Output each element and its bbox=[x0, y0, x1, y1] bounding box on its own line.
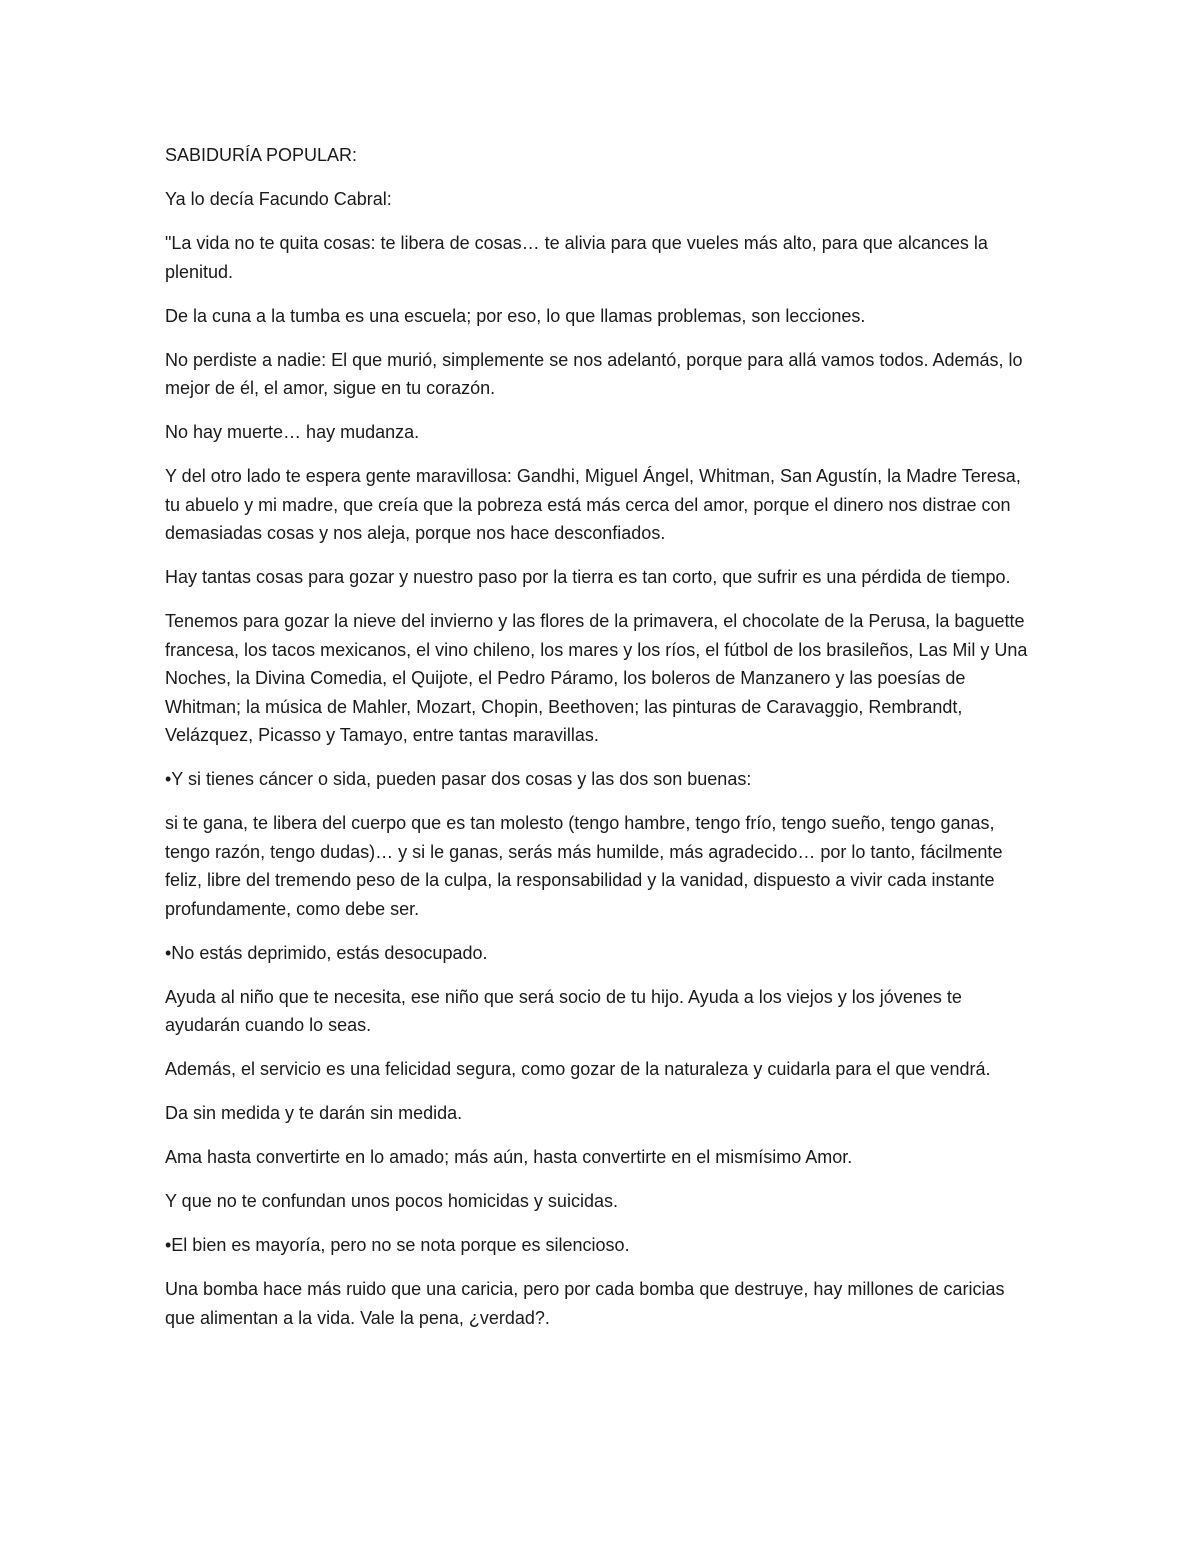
paragraph-10: si te gana, te libera del cuerpo que es tan molesto (tengo hambre, tengo frío, tengo sueño, tengo ganas, tengo razón, tengo dudas)… y si le ganas, serás más humilde, más agradecido… por lo tanto, fácilmente feliz, libre del tremendo peso de la culpa, la responsabilidad y la vanidad, dispuesto a vivir cada instante profundamente, como debe ser. bbox=[165, 813, 1003, 919]
paragraph-15: Ama hasta convertirte en lo amado; más aún, hasta convertirte en el mismísimo Amor. bbox=[165, 1147, 853, 1167]
paragraph-5: No hay muerte… hay mudanza. bbox=[165, 422, 420, 442]
paragraph-11: •No estás deprimido, estás desocupado. bbox=[165, 942, 488, 963]
paragraph-13: Además, el servicio es una felicidad segura, como gozar de la naturaleza y cuidarla para el que vendrá. bbox=[165, 1059, 991, 1079]
paragraph-18: Una bomba hace más ruido que una caricia, pero por cada bomba que destruye, hay millones de caricias que alimentan a la vida. Vale la pena, ¿verdad?. bbox=[165, 1279, 1005, 1328]
paragraph-3: De la cuna a la tumba es una escuela; por eso, lo que llamas problemas, son lecciones. bbox=[165, 305, 866, 326]
document-title: SABIDURÍA POPULAR: bbox=[165, 145, 358, 165]
paragraph-8: Tenemos para gozar la nieve del invierno y las flores de la primavera, el chocolate de la Perusa, la baguette francesa, los tacos mexicanos, el vino chileno, los mares y los ríos, el fútbol de los brasileños, Las Mil y Una Noches, la Divina Comedia, el Quijote, el Pedro Páramo, los boleros de Manzanero y las poesías de Whitman; la música de Mahler, Mozart, Chopin, Beethoven; las pinturas de Caravaggio, Rembrandt, Velázquez, Picasso y Tamayo, entre tantas maravillas. bbox=[165, 611, 1028, 745]
paragraph-14: Da sin medida y te darán sin medida. bbox=[165, 1103, 463, 1123]
paragraph-7: Hay tantas cosas para gozar y nuestro paso por la tierra es tan corto, que sufrir es una pérdida de tiempo. bbox=[165, 567, 1011, 587]
paragraph-17: •El bien es mayoría, pero no se nota porque es silencioso. bbox=[165, 1235, 630, 1255]
paragraph-9: •Y si tienes cáncer o sida, pueden pasar dos cosas y las dos son buenas: bbox=[165, 769, 752, 789]
paragraph-16: Y que no te confundan unos pocos homicidas y suicidas. bbox=[165, 1191, 618, 1211]
paragraph-12: Ayuda al niño que te necesita, ese niño que será socio de tu hijo. Ayuda a los viejos y los jóvenes te ayudarán cuando lo seas. bbox=[165, 986, 962, 1035]
paragraph-6: Y del otro lado te espera gente maravillosa: Gandhi, Miguel Ángel, Whitman, San Agustín, la Madre Teresa, tu abuelo y mi madre, que creía que la pobreza está más cerca del amor, porque el dinero nos distrae con demasiadas cosas y nos aleja, porque nos hace desconfiados. bbox=[165, 466, 1021, 543]
document-body bbox=[165, 141, 1035, 1348]
paragraph-2: "La vida no te quita cosas: te libera de cosas… te alivia para que vueles más alto, para que alcances la plenitud. bbox=[165, 233, 988, 282]
paragraph-4: No perdiste a nadie: El que murió, simplemente se nos adelantó, porque para allá vamos todos. Además, lo mejor de él, el amor, sigue en tu corazón. bbox=[165, 349, 1023, 398]
paragraph-1: Ya lo decía Facundo Cabral: bbox=[165, 189, 392, 209]
